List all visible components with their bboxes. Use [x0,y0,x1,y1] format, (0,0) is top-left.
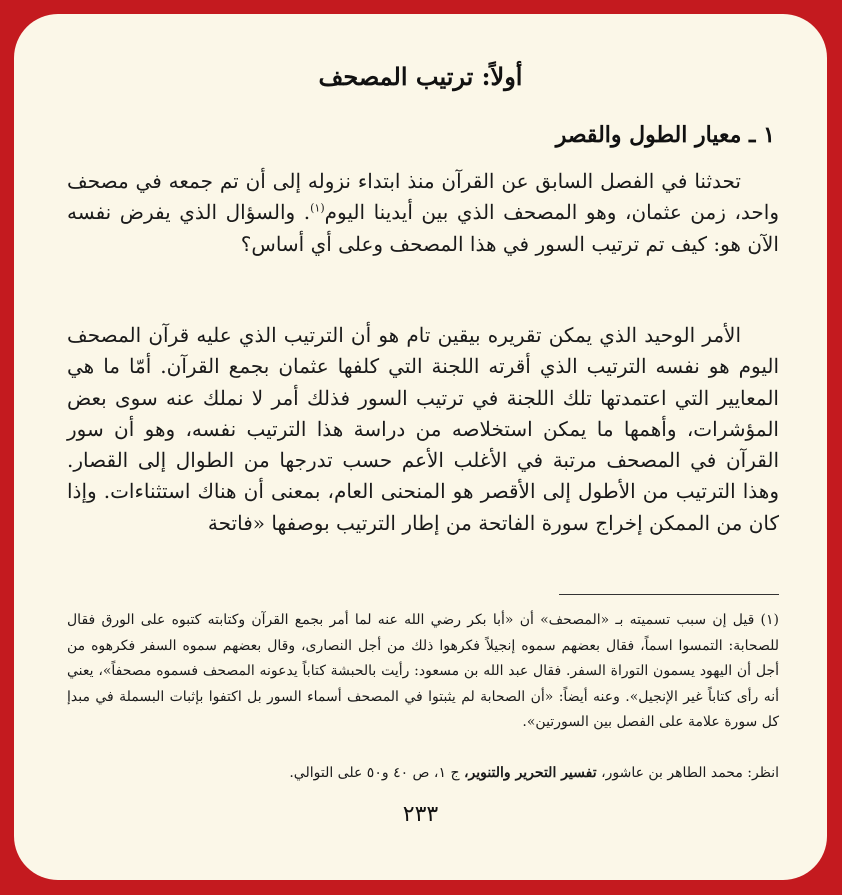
subsection-heading: ١ ـ معيار الطول والقصر [555,122,775,148]
footnote-divider [559,594,779,595]
paragraph-2: الأمر الوحيد الذي يمكن تقريره بيقين تام هو أن الترتيب الذي عليه قرآن المصحف اليوم هو نفسه الترتيب الذي أقرته اللجنة التي كلفها عثمان بجمع القرآن. أمّا ما هي المعايير التي اعتمدتها تلك اللجنة في ترتيب السور فذلك أمر لا نملك عنه سوى بعض المؤشرات، وأهمها ما يمكن استخلاصه من دراسة هذا الترتيب نفسه، وهو أن سور القرآن في المصحف مرتبة في الأغلب الأعم حسب تدرجها من الطوال إلى القصار. وهذا الترتيب من الأطول إلى الأقصر هو المنحنى العام، بمعنى أن هناك استثناءات. وإذا كان من الممكن إخراج سورة الفاتحة من إطار الترتيب بوصفها «فاتحة [67,323,779,535]
footnote: (١) قيل إن سبب تسميته بـ «المصحف» أن «أبا بكر رضي الله عنه لما أمر بجمع القرآن وكتابته كتبوه على الورق فقال للصحابة: التمسوا اسماً، فقال بعضهم سموه إنجيلاً فكرهوا ذلك من أجل النصارى، وقال بعضهم سموه السفر فكرهوه من أجل أن اليهود يسمون التوراة السفر. فقال عبد الله بن مسعود: رأيت بالحبشة كتاباً يدعونه المصحف فسموه مصحفاً»، يعني أنه رأى كتاباً غير الإنجيل». وعنه أيضاً: «أن الصحابة لم يثبتوا في المصحف أسماء السور بل اكتفوا بإثبات البسملة في مبدإ كل سورة علامة على الفصل بين السورتين». [67,612,780,731]
reference-prefix: انظر: محمد الطاهر بن عاشور، [601,765,779,781]
reference-book-title: تفسير التحرير والتنوير، [463,765,597,781]
page-number: ٢٣٣ [402,802,439,827]
footnote-marker: (١) [310,201,325,215]
paragraph-1-text-after: . والسؤال الذي يفرض نفسه الآن هو: كيف تم ترتيب السور في هذا المصحف وعلى أي أساس؟ [67,200,779,256]
section-heading: أولاً: ترتيب المصحف [318,62,523,91]
paragraph-1 [67,166,779,260]
paragraph-1-text: تحدثنا في الفصل السابق عن القرآن منذ ابتداء نزوله إلى أن تم جمعه في مصحف واحد، زمن عثمان، وهو المصحف الذي بين أيدينا اليوم [67,169,779,225]
footnote-reference [67,761,779,786]
reference-suffix: ج ١، ص ٤٠ و٥٠ على التوالي. [289,765,460,781]
book-page [14,14,827,880]
